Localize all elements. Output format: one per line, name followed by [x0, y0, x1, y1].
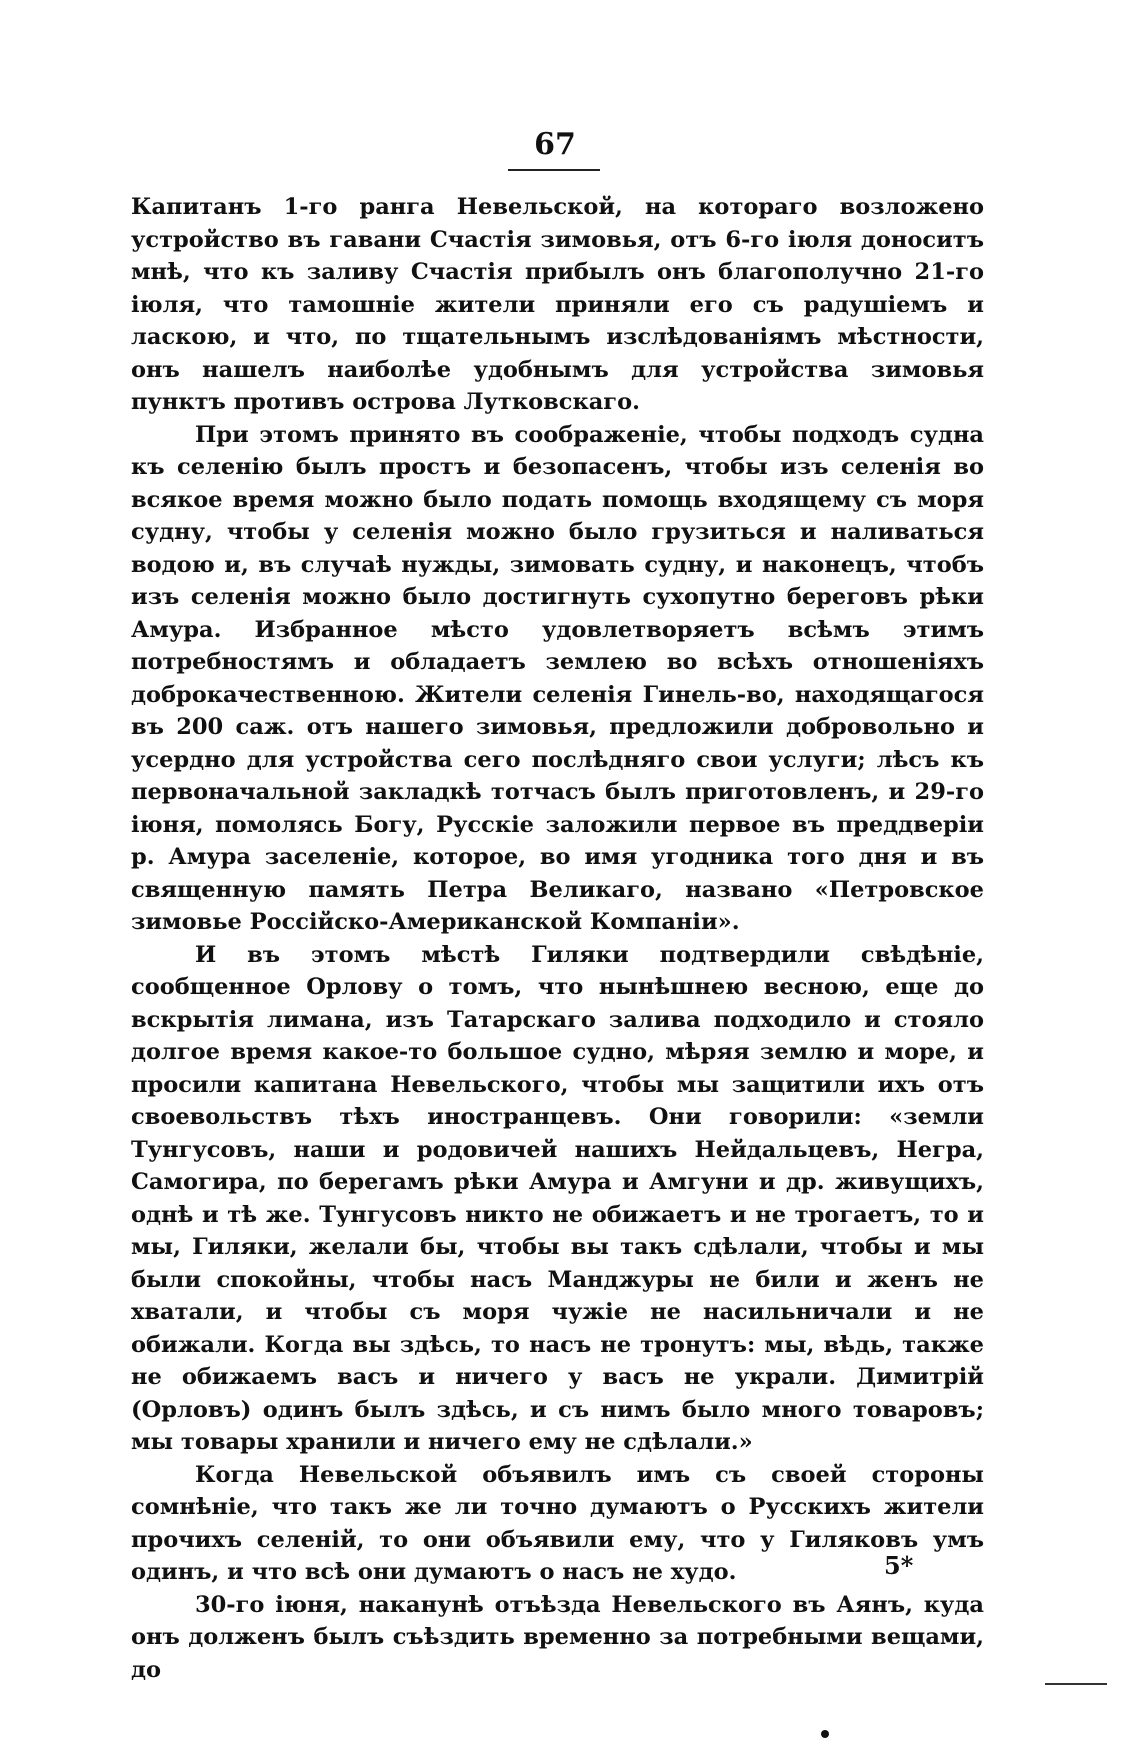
paragraph-3: И въ этомъ мѣстѣ Гиляки подтвердили свѣдѣніе, сообщенное Орлову о томъ, что нынѣшнею весною, еще до вскрытія лимана, изъ Татарскаго залива подходило и стояло долгое время какое-то большое судно, мѣряя землю и море, и просили капитана Невельского, чтобы мы защитили ихъ отъ своевольствъ тѣхъ иностранцевъ. Они говорили: «земли Тунгусовъ, наши и родовичей нашихъ Нейдальцевъ, Негра, Самогира, по берегамъ рѣки Амура и Амгуни и др. живущихъ, однѣ и тѣ же. Тунгусовъ никто не обижаетъ и не трогаетъ, то и мы, Гиляки, желали бы, чтобы вы такъ сдѣлали, чтобы и мы были спокойны, чтобы насъ Манджуры не били и женъ не хватали, и чтобы съ моря чужіе не насильничали и не обижали. Когда вы здѣсь, то насъ не тронутъ: мы, вѣдь, также не обижаемъ васъ и ничего у васъ не украли. Димитрій (Орловъ) одинъ былъ здѣсь, и съ нимъ было много товаровъ; мы товары хранили и ничего ему не сдѣлали.» [131, 941, 984, 1455]
page-number-rule [508, 169, 600, 171]
paragraph-5: 30-го іюня, наканунѣ отъѣзда Невельского въ Аянъ, куда онъ долженъ былъ съѣздить временно за потребными вещами, до [131, 1591, 984, 1683]
signature-mark: 5* [884, 1551, 914, 1580]
edge-mark-rule [1045, 1683, 1107, 1685]
scan-dot-mark [821, 1730, 829, 1738]
paragraph-4: Когда Невельской объявилъ имъ съ своей стороны сомнѣніе, что такъ же ли точно думаютъ о Русскихъ жители прочихъ селеній, то они объявили ему, что у Гиляковъ умъ одинъ, и что всѣ они думаютъ о насъ не худо. [131, 1461, 984, 1585]
body-text [131, 191, 984, 1686]
paragraph-2: При этомъ принято въ соображеніе, чтобы подходъ судна къ селенію былъ простъ и безопасенъ, чтобы изъ селенія во всякое время можно было подать помощь входящему съ моря судну, чтобы у селенія можно было грузиться и наливаться водою и, въ случаѣ нужды, зимовать судну, и наконецъ, чтобъ изъ селенія можно было достигнуть сухопутно береговъ рѣки Амура. Избранное мѣсто удовлетворяетъ всѣмъ этимъ потребностямъ и обладаетъ землею во всѣхъ отношеніяхъ доброкачественною. Жители селенія Гинель-во, находящагося въ 200 саж. отъ нашего зимовья, предложили добровольно и усердно для устройства сего послѣдняго свои услуги; лѣсъ къ первоначальной закладкѣ тотчасъ былъ приготовленъ, и 29-го іюня, помолясь Богу, Русскіе заложили первое въ преддверіи р. Амура заселеніе, которое, во имя угодника того дня и въ священную память Петра Великаго, названо «Петровское зимовье Россійско-Американской Компаніи». [131, 421, 984, 935]
paragraph-1: Капитанъ 1-го ранга Невельской, на котораго возложено устройство въ гавани Счастія зимовья, отъ 6-го іюля доноситъ мнѣ, что къ заливу Счастія прибылъ онъ благополучно 21-го іюля, что тамошніе жители приняли его съ радушіемъ и ласкою, и что, по тщательнымъ изслѣдованіямъ мѣстности, онъ нашелъ наиболѣе удобнымъ для устройства зимовья пунктъ противъ острова Лутковскаго. [131, 194, 984, 415]
page-number: 67 [534, 127, 576, 162]
